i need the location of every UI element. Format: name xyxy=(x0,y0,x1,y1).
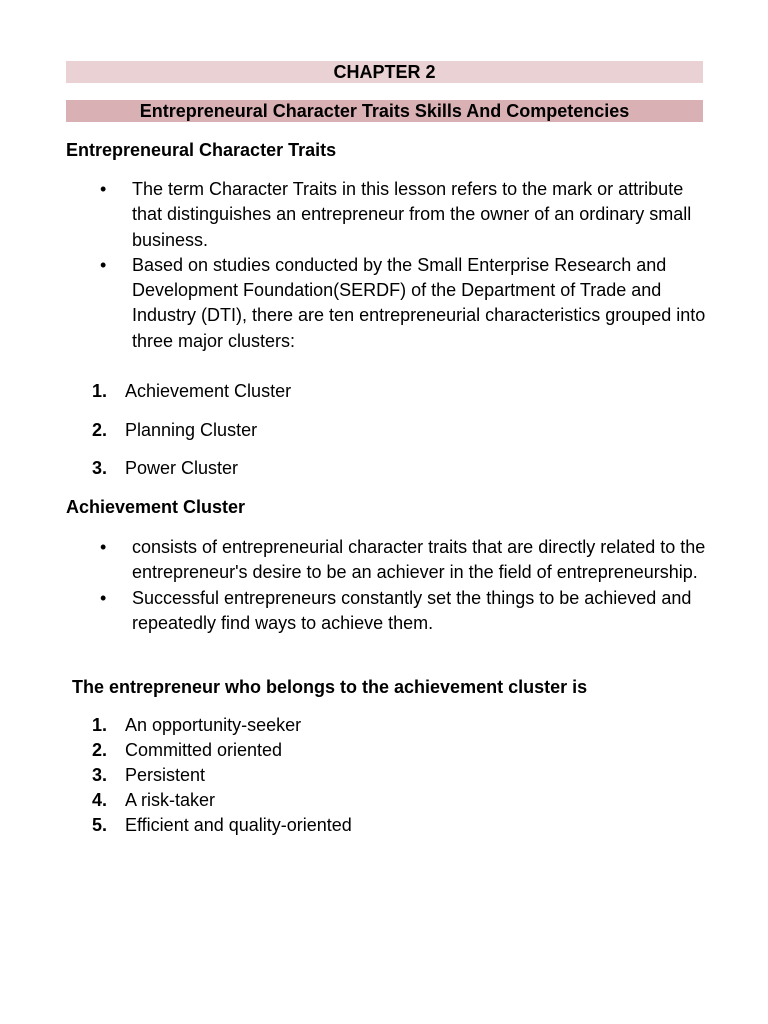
list-text: Planning Cluster xyxy=(125,419,258,440)
list-item xyxy=(0,788,768,813)
bullet-text: consists of entrepreneurial character traits that are directly related to the entrepreneur's desire to be an achiever in the field of entrepreneurship. xyxy=(132,537,706,583)
list-item xyxy=(0,738,768,763)
list-number: 2. xyxy=(92,419,108,440)
achievement-traits-list xyxy=(0,713,768,838)
section-heading-character-traits: Entrepreneural Character Traits xyxy=(66,140,337,160)
list-item xyxy=(0,457,768,496)
list-number: 3. xyxy=(92,765,108,785)
chapter-label: CHAPTER 2 xyxy=(66,61,703,83)
bullet-item xyxy=(0,586,768,637)
list-item xyxy=(0,380,768,419)
bullet-text: The term Character Traits in this lesson refers to the mark or attribute that distinguishes an entrepreneur from the owner of an ordinary small business. xyxy=(132,179,692,250)
bullet-marker: • xyxy=(100,587,107,608)
bullet-marker: • xyxy=(100,537,107,557)
bullet-marker: • xyxy=(100,179,107,199)
list-number: 2. xyxy=(92,740,108,760)
character-traits-bullet-list xyxy=(0,177,768,354)
list-text: An opportunity-seeker xyxy=(125,715,302,735)
bullet-text: Successful entrepreneurs constantly set the things to be achieved and repeatedly find ways to achieve them. xyxy=(132,587,692,633)
list-item xyxy=(0,713,768,738)
bullet-item xyxy=(0,253,768,354)
list-number: 4. xyxy=(92,790,108,810)
list-item xyxy=(0,813,768,838)
achievement-cluster-bullet-list xyxy=(0,535,768,636)
bullet-marker: • xyxy=(100,254,107,275)
list-item xyxy=(0,419,768,458)
section-heading-achievement-entrepreneur: The entrepreneur who belongs to the achievement cluster is xyxy=(72,677,588,697)
section-heading-achievement-cluster: Achievement Cluster xyxy=(66,497,246,517)
chapter-title: Entrepreneural Character Traits Skills And Competencies xyxy=(66,100,703,122)
list-text: Committed oriented xyxy=(125,740,283,760)
list-number: 1. xyxy=(92,381,108,401)
bullet-text: Based on studies conducted by the Small Enterprise Research and Development Foundation(SERDF) of the Department of Trade and Industry (DTI), there are ten entrepreneurial characteristics grouped into three major clusters: xyxy=(132,254,706,351)
list-item xyxy=(0,763,768,788)
bullet-item xyxy=(0,177,768,253)
cluster-list xyxy=(0,380,768,496)
list-number: 1. xyxy=(92,715,108,735)
list-text: Achievement Cluster xyxy=(125,381,292,401)
list-text: Efficient and quality-oriented xyxy=(125,815,352,835)
list-number: 5. xyxy=(92,815,108,835)
list-number: 3. xyxy=(92,458,108,479)
bullet-item xyxy=(0,535,768,586)
list-text: A risk-taker xyxy=(125,790,216,810)
list-text: Persistent xyxy=(125,765,206,785)
list-text: Power Cluster xyxy=(125,458,239,479)
